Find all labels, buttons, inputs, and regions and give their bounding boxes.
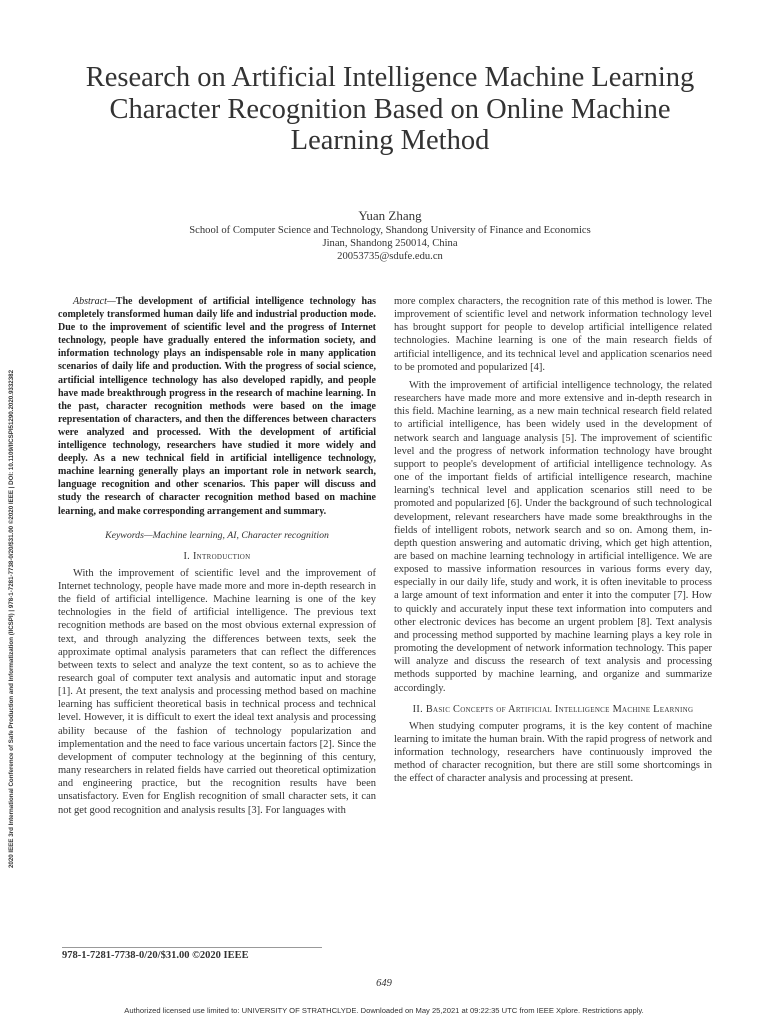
section-heading-introduction [58, 550, 376, 563]
abstract [58, 295, 376, 518]
keywords: Keywords—Machine learning, AI, Character recognition [105, 529, 329, 541]
conference-sidebar-text: 2020 IEEE 3rd International Conference of Safe Production and Informatization (IICSPI) | 978-1-7281-7738-0/20/$31.00 ©2020 IEEE | DOI: 10.1109/IICSPI51290.2020.9332382 [8, 369, 15, 869]
left-column [58, 295, 376, 817]
section-title: Introduction [192, 550, 251, 562]
footnote-divider [62, 947, 322, 948]
author-block [90, 207, 690, 263]
affiliation-line-1: School of Computer Science and Technology, Shandong University of Finance and Economics [189, 225, 591, 236]
author-email: 20053735@sdufe.edu.cn [337, 251, 443, 262]
intro-paragraph-2: With the improvement of artificial intelligence technology, the related researchers have made more and more extensive and in-depth research in this field. Machine learning, as a new main technical research field related to artificial intelligence, has been widely used in the development of network search and language analysis [5]. The improvement of scientific level and the progress of network information technology have brought support to people's development of artificial intelligence technology. As one of the important fields of artificial intelligence research, machine learning's technical level and application scenarios still need to be promoted and popularized [6]. Under the background of such technological development, relevant researchers have made some breakthroughs in the fields of intelligent robots, network search and so on. Among them, in-depth question answering and automatic driving, which get high attention, are based on machine learning technology in artificial intelligence. We are exposed to massive information resources in various forms every day, especially in our daily life, study and work, it is often inevitable to process a large amount of text information and enter it into the computer [7]. How to quickly and accurately input these text information into computers and other electronic devices has become an urgent problem [8]. Text analysis and processing method supported by machine learning plays a key role in promoting the development of network information technology. This paper will analyze and discuss the research of text analysis and processing methods supported by machine learning, and organize and summarize accordingly. [394, 379, 712, 694]
author-name: Yuan Zhang [358, 208, 422, 223]
section-number: II. [412, 703, 426, 715]
copyright-line: 978-1-7281-7738-0/20/$31.00 ©2020 IEEE [62, 950, 249, 961]
authorized-use-notice: Authorized licensed use limited to: UNIVERSITY OF STRATHCLYDE. Downloaded on May 25,2021 at 09:22:35 UTC from IEEE Xplore. Restrictions apply. [124, 1006, 644, 1015]
section-heading-basic-concepts [394, 703, 712, 716]
section-title: Basic Concepts of Artificial Intelligence Machine Learning [425, 703, 694, 715]
abstract-lead: Abstract— [73, 296, 116, 307]
conference-sidebar [1, 260, 27, 980]
right-column [394, 295, 712, 785]
basic-concepts-paragraph-1: When studying computer programs, it is the key content of machine learning to imitate the human brain. With the rapid progress of network and information technology, researchers have continuously improved the method of character recognition, but there are still some shortcomings in the effect of character analysis and processing at present. [394, 720, 712, 785]
section-number: I. [183, 550, 193, 562]
affiliation-line-2: Jinan, Shandong 250014, China [322, 238, 458, 249]
paper-title: Research on Artificial Intelligence Machine Learning Character Recognition Based on Online Machine Learning Method [85, 62, 695, 156]
abstract-body: The development of artificial intelligence technology has completely transformed human daily life and industrial production mode. Due to the improvement of scientific level and the progress of Internet technology, people have gradually entered the information society, and information technology plays an indispensable role in many application scenarios of daily life and production. With the progress of social science, artificial intelligence technology has also developed rapidly, and people have made breakthrough progress in the research of machine learning. In the past, character recognition methods were based on the image representation of characters, and then the differences between characters were analyzed and processed. With the development of artificial intelligence technology, researchers have studied it more widely and deeply. As a new technical field in artificial intelligence technology, machine learning generally plays an important role in network search, language recognition and other scenarios. This paper will discuss and study the research of character recognition method based on machine learning, and make corresponding arrangement and summary. [58, 296, 376, 517]
intro-paragraph-1: With the improvement of scientific level and the improvement of Internet technology, people have made more and more in-depth research in the field of artificial intelligence. Machine learning is one of the key technologies in the field of artificial intelligence. The previous text recognition methods are based on the most obvious external expression of text, and through analyzing the differences between texts, seek the approximate optimal analysis parameters that can reflect the differences between texts to select and analyze the text content, so as to achieve the research goal of computer text analysis and automatic input and storage [1]. At present, the text analysis and processing method based on machine learning has sufficient theoretical basis in technical process and technical level. However, it is difficult to exert the ideal text analysis and processing ability because of the fashion of technology popularization and implementation and the need to face various uncertain factors [2]. Since the development of computer technology at the beginning of this century, many researchers in related fields have carried out theoretical optimization and engineering practice, but the recognition results have been unsatisfactory. Even for English recognition of small character sets, it can not get good recognition and analysis results [3]. For languages with [58, 567, 376, 816]
intro-paragraph-1-continued: more complex characters, the recognition rate of this method is lower. The improvement of scientific level and network information technology level has brought support for people to develop artificial intelligence related technologies. Machine learning is one of the main research fields of artificial intelligence, and its technical level and application scenarios need to be promoted and popularized [4]. [394, 296, 712, 373]
page-number: 649 [376, 978, 392, 989]
